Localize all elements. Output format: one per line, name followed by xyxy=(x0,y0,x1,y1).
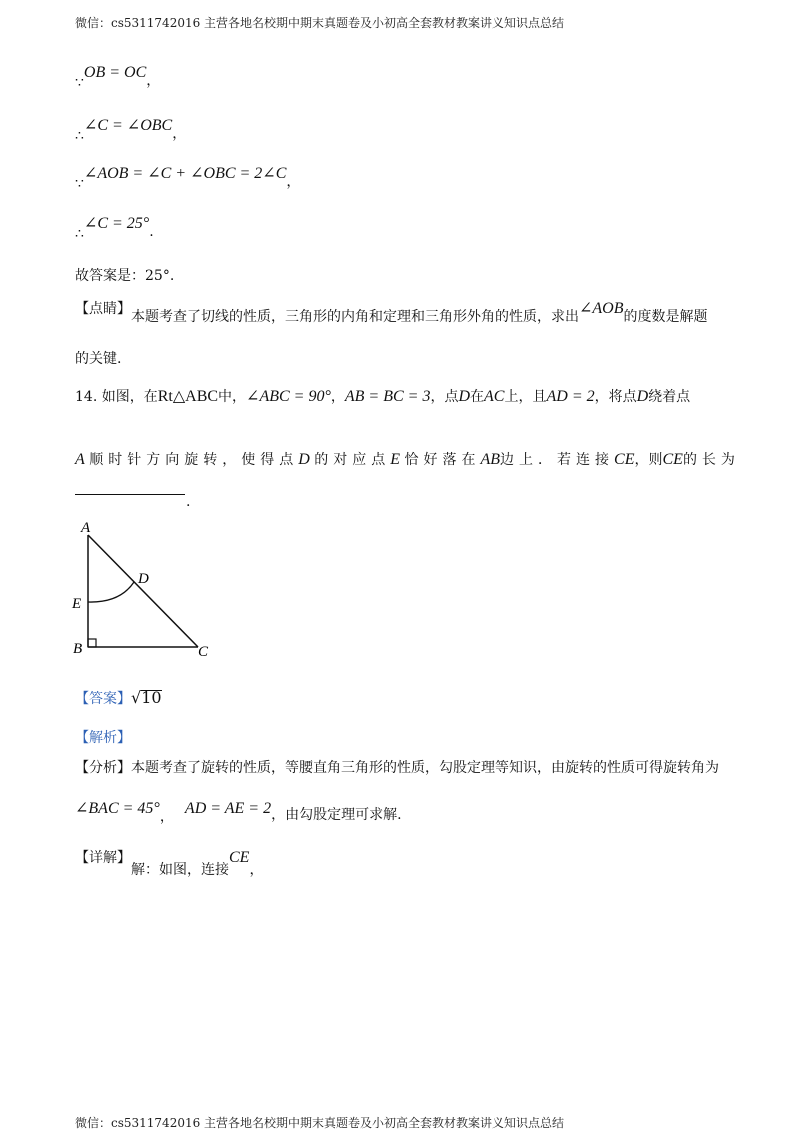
question-14-line-2: A 顺时针方向旋转，使得点D 的对应点E 恰好落在AB边上．若连接CE，则CE的长为 xyxy=(75,451,740,468)
question-14-line-1: 14. 如图，在Rt△ABC中，∠ABC = 90°，AB = BC = 3，点D在AC上，且AD = 2，将点D绕着点 xyxy=(75,388,691,405)
fenxi-math-line: ∠BAC = 45°， AD = AE = 2，由勾股定理可求解. xyxy=(75,800,402,825)
proof-line-4: ∴∠C = 25°. xyxy=(75,215,154,242)
sqrt-radicand: 10 xyxy=(141,688,162,707)
math-expression: OB = OC xyxy=(83,64,147,81)
label-b: B xyxy=(73,641,83,657)
label-a: A xyxy=(81,520,91,536)
label-e: E xyxy=(72,596,82,612)
answer-blank xyxy=(75,494,185,495)
fenxi-paragraph: 【分析】本题考查了旋转的性质，等腰直角三角形的性质，勾股定理等知识，由旋转的性质可得旋转角为 xyxy=(75,760,719,776)
fenxi-tag: 【分析】 xyxy=(75,760,131,776)
proof-line-1: ∵OB = OC， xyxy=(75,64,161,91)
therefore-symbol: ∴ xyxy=(75,128,84,144)
proof-line-2: ∴∠C = ∠OBC， xyxy=(75,117,187,144)
because-symbol: ∵ xyxy=(75,75,84,91)
question-number: 14. xyxy=(75,389,98,405)
answer-row xyxy=(75,688,162,708)
label-c: C xyxy=(198,644,209,660)
math-expression: ∠AOB xyxy=(579,300,624,317)
analysis-tag: 【解析】 xyxy=(75,730,131,746)
math-expression: ∠C = ∠OBC xyxy=(83,117,173,134)
page-header: 微信：cs5311742016 主营各地名校期中期末真题卷及小初高全套教材教案讲义知识点总结 xyxy=(75,16,565,30)
comment-continuation: 的关键. xyxy=(75,351,122,367)
answer-tag: 【答案】 xyxy=(75,691,131,707)
math-expression: AD = AE = 2 xyxy=(184,800,272,817)
triangle-figure xyxy=(60,515,230,665)
rotation-arc xyxy=(88,582,134,602)
math-expression: CE xyxy=(229,849,250,866)
answer-statement: 故答案是：25°. xyxy=(75,268,175,284)
comment-paragraph: 【点睛】本题考查了切线的性质，三角形的内角和定理和三角形外角的性质，求出∠AOB的度数是解题 xyxy=(75,300,708,325)
page-footer: 微信：cs5311742016 主营各地名校期中期末真题卷及小初高全套教材教案讲义知识点总结 xyxy=(75,1116,565,1130)
proof-line-3: ∵∠AOB = ∠C + ∠OBC = 2∠C， xyxy=(75,165,301,192)
math-expression: ∠BAC = 45° xyxy=(75,800,160,817)
detail-paragraph: 【详解】解：如图，连接CE， xyxy=(75,849,264,878)
detail-tag: 【详解】 xyxy=(75,850,131,866)
label-d: D xyxy=(138,571,149,587)
right-angle-mark xyxy=(88,639,96,647)
sqrt-sign: √ xyxy=(131,688,142,707)
therefore-symbol: ∴ xyxy=(75,226,84,242)
because-symbol: ∵ xyxy=(75,176,84,192)
segment-ac xyxy=(88,535,198,647)
comment-tag: 【点睛】 xyxy=(75,301,131,317)
math-expression: ∠C = 25° xyxy=(83,215,150,232)
math-expression: ∠AOB = ∠C + ∠OBC = 2∠C xyxy=(83,165,287,182)
